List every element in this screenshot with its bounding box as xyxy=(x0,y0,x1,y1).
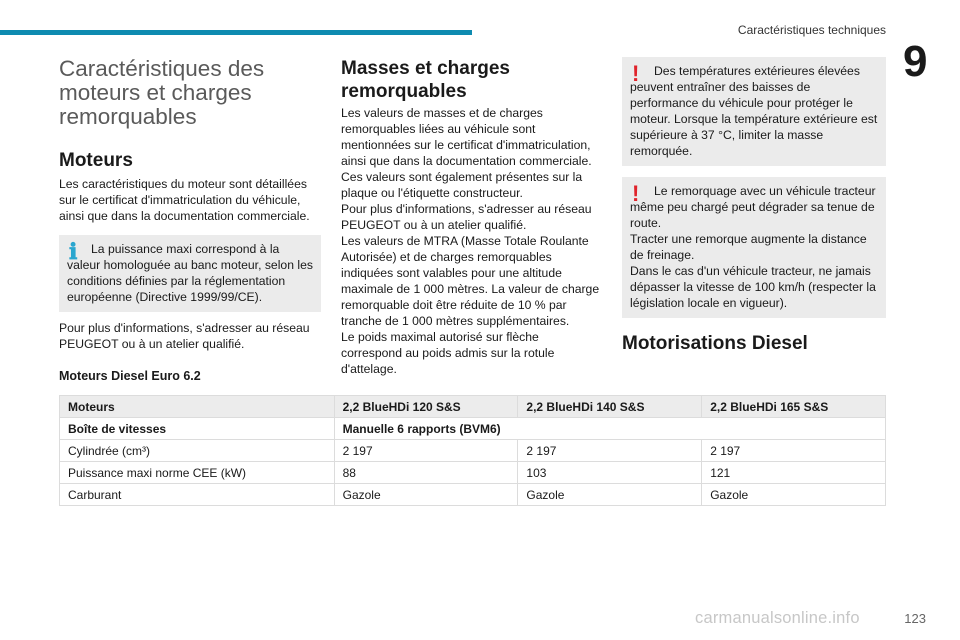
info-icon: ℹ xyxy=(69,239,78,264)
table-header-cell: 2,2 BlueHDi 165 S&S xyxy=(702,396,886,418)
table-cell-label: Cylindrée (cm³) xyxy=(60,440,335,462)
table-row xyxy=(60,440,886,462)
running-header: Caractéristiques techniques xyxy=(737,23,886,37)
warning-note-temperature xyxy=(622,57,886,166)
masses-body: Les valeurs de masses et de charges remorquables liées au véhicule sont mentionnées sur le certificat d'immatriculation, ainsi que dans la documentation commerciale. Ces valeurs sont également présentes sur la plaque ou l'étiquette constructeur. Pour plus d'informations, s'adresser au réseau PEUGEOT ou à un atelier qualifié. Les valeurs de MTRA (Masse Totale Roulante Autorisée) et de charges remorquables indiquées sont valables pour une altitude maximale de 1 000 mètres. La valeur de charge remorquable doit être réduite de 10 % par tranche de 1 000 mètres supplémentaires. Le poids maximal autorisé sur flèche correspond au poids admis sur la rotule d'attelage. xyxy=(341,106,600,376)
warning-icon: ! xyxy=(632,181,640,206)
table-cell-value: 2 197 xyxy=(702,440,886,462)
column-engines xyxy=(59,57,321,352)
table-cell-value: 121 xyxy=(702,462,886,484)
column-masses xyxy=(341,57,603,377)
table-cell-label: Puissance maxi norme CEE (kW) xyxy=(60,462,335,484)
table-header-cell: 2,2 BlueHDi 140 S&S xyxy=(518,396,702,418)
table-cell-value: 88 xyxy=(334,462,518,484)
table-cell-value: 2 197 xyxy=(334,440,518,462)
top-accent-bar xyxy=(0,30,472,35)
table-cell-value: Manuelle 6 rapports (BVM6) xyxy=(334,418,885,440)
watermark: carmanualsonline.info xyxy=(695,609,860,627)
table-cell-value: Gazole xyxy=(518,484,702,506)
column-warnings xyxy=(622,57,886,355)
table-cell-value: Gazole xyxy=(334,484,518,506)
info-note-text: La puissance maxi correspond à la valeur homologuée au banc moteur, selon les conditions définies par la réglementation européenne (Directive 1999/99/CE). xyxy=(67,242,313,304)
table-header-cell: 2,2 BlueHDi 120 S&S xyxy=(334,396,518,418)
warning-temperature-text: Des températures extérieures élevées peuvent entraîner des baisses de performance du véhicule pour protéger le moteur. Lorsque la température extérieure est supérieure à 37 °C, limiter la masse remorquée. xyxy=(630,64,878,158)
engines-intro: Les caractéristiques du moteur sont détaillées sur le certificat d'immatriculation du véhicule, ainsi que dans la documentation commerciale. xyxy=(59,177,310,223)
table-row-gearbox xyxy=(60,418,886,440)
warning-icon: ! xyxy=(632,61,640,86)
table-cell-value: 103 xyxy=(518,462,702,484)
page-number: 123 xyxy=(904,611,926,626)
section-heading-moteurs: Moteurs xyxy=(59,150,133,171)
table-header-row xyxy=(60,396,886,418)
section-heading-diesel: Motorisations Diesel xyxy=(622,333,808,354)
table-cell-value: 2 197 xyxy=(518,440,702,462)
table-cell-value: Gazole xyxy=(702,484,886,506)
chapter-number: 9 xyxy=(903,37,928,86)
engine-spec-table xyxy=(59,395,886,506)
table-row xyxy=(60,484,886,506)
warning-note-towing xyxy=(622,177,886,318)
engines-footer-text: Pour plus d'informations, s'adresser au réseau PEUGEOT ou à un atelier qualifié. xyxy=(59,321,310,351)
table-header-cell: Moteurs xyxy=(60,396,335,418)
section-heading-masses: Masses et charges remorquables xyxy=(341,58,510,102)
table-cell-label: Carburant xyxy=(60,484,335,506)
table-row xyxy=(60,462,886,484)
info-note xyxy=(59,235,321,312)
table-title: Moteurs Diesel Euro 6.2 xyxy=(59,369,201,383)
warning-towing-text: Le remorquage avec un véhicule tracteur même peu chargé peut dégrader sa tenue de route. Tracter une remorque augmente la distance de freinage. Dans le cas d'un véhicule tracteur, ne jamais dépasser la vitesse de 100 km/h (respecter la législation locale en vigueur). xyxy=(630,184,876,310)
table-cell-label: Boîte de vitesses xyxy=(60,418,335,440)
page-title: Caractéristiques des moteurs et charges remorquables xyxy=(59,56,265,129)
